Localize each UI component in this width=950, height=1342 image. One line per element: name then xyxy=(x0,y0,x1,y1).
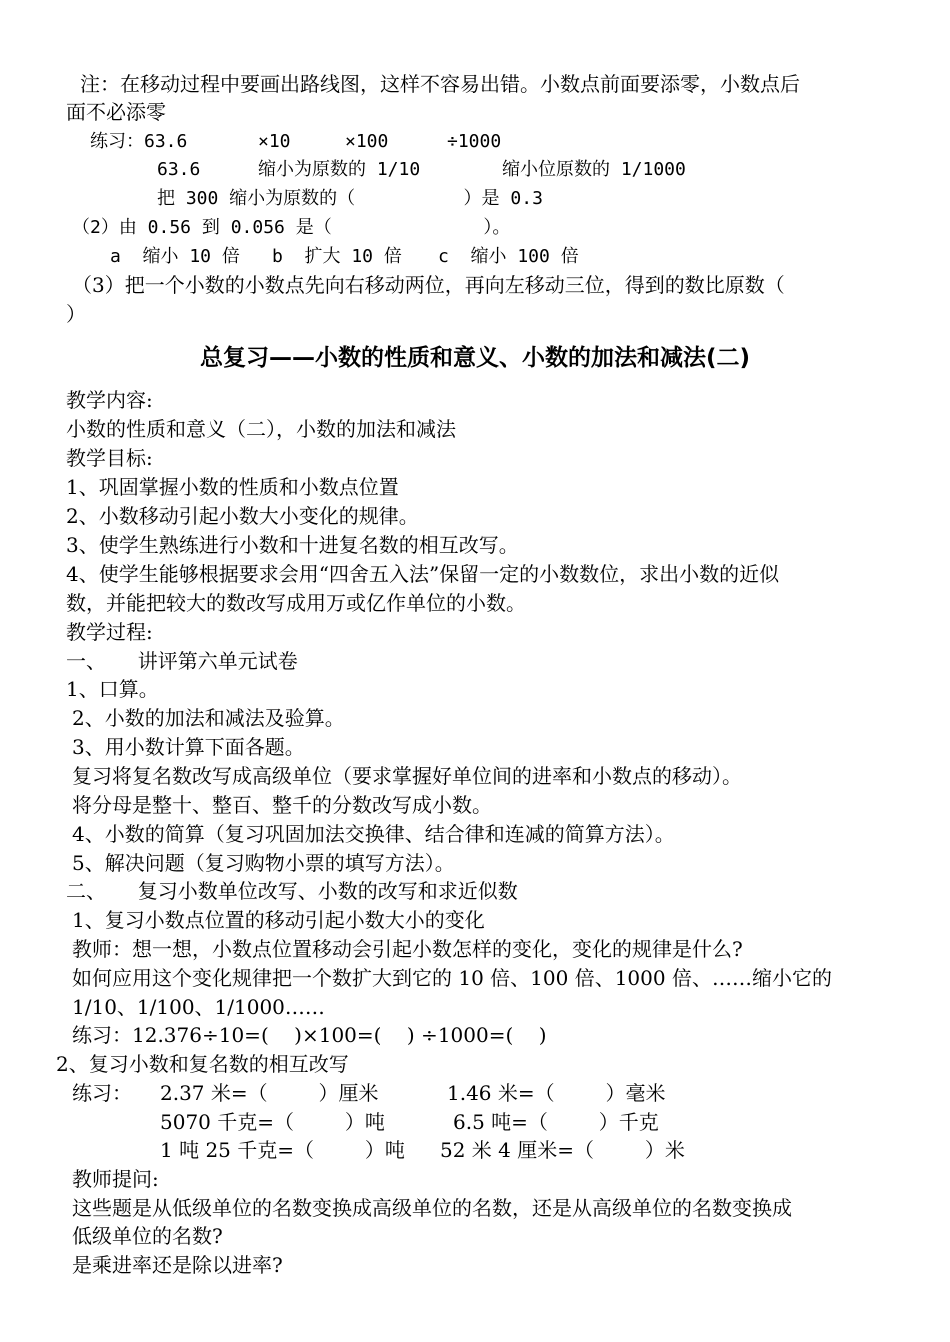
practice-b-item: 2.37 米=（ ）厘米 xyxy=(160,1081,379,1105)
text-line: 1/10、1/100、1/1000…… xyxy=(72,995,325,1019)
text-line: 练习：12.376÷10=( )×100=( ) ÷1000=( ) xyxy=(72,1023,547,1047)
text-line: 2、小数的加法和减法及验算。 xyxy=(72,706,345,730)
practice-a-op-1: ×10 xyxy=(258,131,291,152)
text-line: 教学过程: xyxy=(66,620,153,644)
text-line: 1、巩固掌握小数的性质和小数点位置 xyxy=(66,475,399,499)
practice-a-op-3: ÷1000 xyxy=(447,131,502,152)
practice-b-label: 练习： xyxy=(72,1081,132,1105)
question-2: （2）由 0.56 到 0.056 是（ ）。 xyxy=(72,217,511,238)
practice-a-row2-num: 63.6 xyxy=(157,159,201,180)
text-line: 2、复习小数和复名数的相互改写 xyxy=(56,1052,349,1076)
practice-b-item: 1.46 米=（ ）毫米 xyxy=(447,1081,666,1105)
text-line: 小数的性质和意义（二），小数的加法和减法 xyxy=(66,417,456,441)
question-3-line-1: （3）把一个小数的小数点先向右移动两位，再向左移动三位，得到的数比原数（ xyxy=(72,273,785,297)
practice-b-item: 52 米 4 厘米=（ ）米 xyxy=(440,1138,685,1162)
text-line: 将分母是整十、整百、整千的分数改写成小数。 xyxy=(72,793,492,817)
text-line: 二、 复习小数单位改写、小数的改写和求近似数 xyxy=(66,879,518,903)
section-title: 总复习——小数的性质和意义、小数的加法和减法(二) xyxy=(199,345,751,371)
text-line: 是乘进率还是除以进率? xyxy=(72,1253,283,1277)
text-line: 复习将复名数改写成高级单位（要求掌握好单位间的进率和小数点的移动）。 xyxy=(72,764,742,788)
text-line: 数，并能把较大的数改写成用万或亿作单位的小数。 xyxy=(66,591,526,615)
text-line: 1、口算。 xyxy=(66,677,159,701)
practice-a-row2-a: 缩小为原数的 1/10 xyxy=(258,159,421,180)
question-2-option-c: c 缩小 100 倍 xyxy=(438,246,579,267)
text-line: 5、解决问题（复习购物小票的填写方法）。 xyxy=(72,851,455,875)
text-line: 教师：想一想，小数点位置移动会引起小数怎样的变化，变化的规律是什么? xyxy=(72,937,743,961)
practice-a-label: 练习：63.6 xyxy=(90,131,188,152)
text-line: 4、小数的简算（复习巩固加法交换律、结合律和连减的简算方法）。 xyxy=(72,822,675,846)
text-line: 教师提问: xyxy=(72,1167,159,1191)
text-line: 一、 讲评第六单元试卷 xyxy=(66,649,298,673)
text-line: 4、使学生能够根据要求会用“四舍五入法”保留一定的小数数位，求出小数的近似 xyxy=(66,562,780,586)
text-line: 低级单位的名数? xyxy=(72,1224,223,1248)
text-line: 教学内容: xyxy=(66,388,153,412)
text-line: 3、使学生熟练进行小数和十进复名数的相互改写。 xyxy=(66,533,519,557)
text-line: 这些题是从低级单位的名数变换成高级单位的名数，还是从高级单位的名数变换成 xyxy=(72,1196,792,1220)
note-line-1: 注：在移动过程中要画出路线图，这样不容易出错。小数点前面要添零，小数点后 xyxy=(80,72,800,96)
practice-a-op-2: ×100 xyxy=(345,131,389,152)
practice-b-item: 1 吨 25 千克=（ ）吨 xyxy=(160,1138,405,1162)
text-line: 1、复习小数点位置的移动引起小数大小的变化 xyxy=(72,908,485,932)
note-line-2: 面不必添零 xyxy=(66,100,166,124)
question-3-line-2: ） xyxy=(66,302,86,326)
question-2-option-a: a 缩小 10 倍 xyxy=(110,246,240,267)
practice-b-item: 5070 千克=（ ）吨 xyxy=(160,1110,385,1134)
text-line: 如何应用这个变化规律把一个数扩大到它的 10 倍、100 倍、1000 倍、……缩小它的 xyxy=(72,966,832,990)
practice-b-item: 6.5 吨=（ ）千克 xyxy=(453,1110,659,1134)
practice-a-row3: 把 300 缩小为原数的（ ）是 0.3 xyxy=(157,188,543,209)
question-2-option-b: b 扩大 10 倍 xyxy=(272,246,402,267)
text-line: 2、小数移动引起小数大小变化的规律。 xyxy=(66,504,419,528)
practice-a-row2-b: 缩小位原数的 1/1000 xyxy=(502,159,686,180)
text-line: 3、用小数计算下面各题。 xyxy=(72,735,305,759)
text-line: 教学目标: xyxy=(66,446,153,470)
